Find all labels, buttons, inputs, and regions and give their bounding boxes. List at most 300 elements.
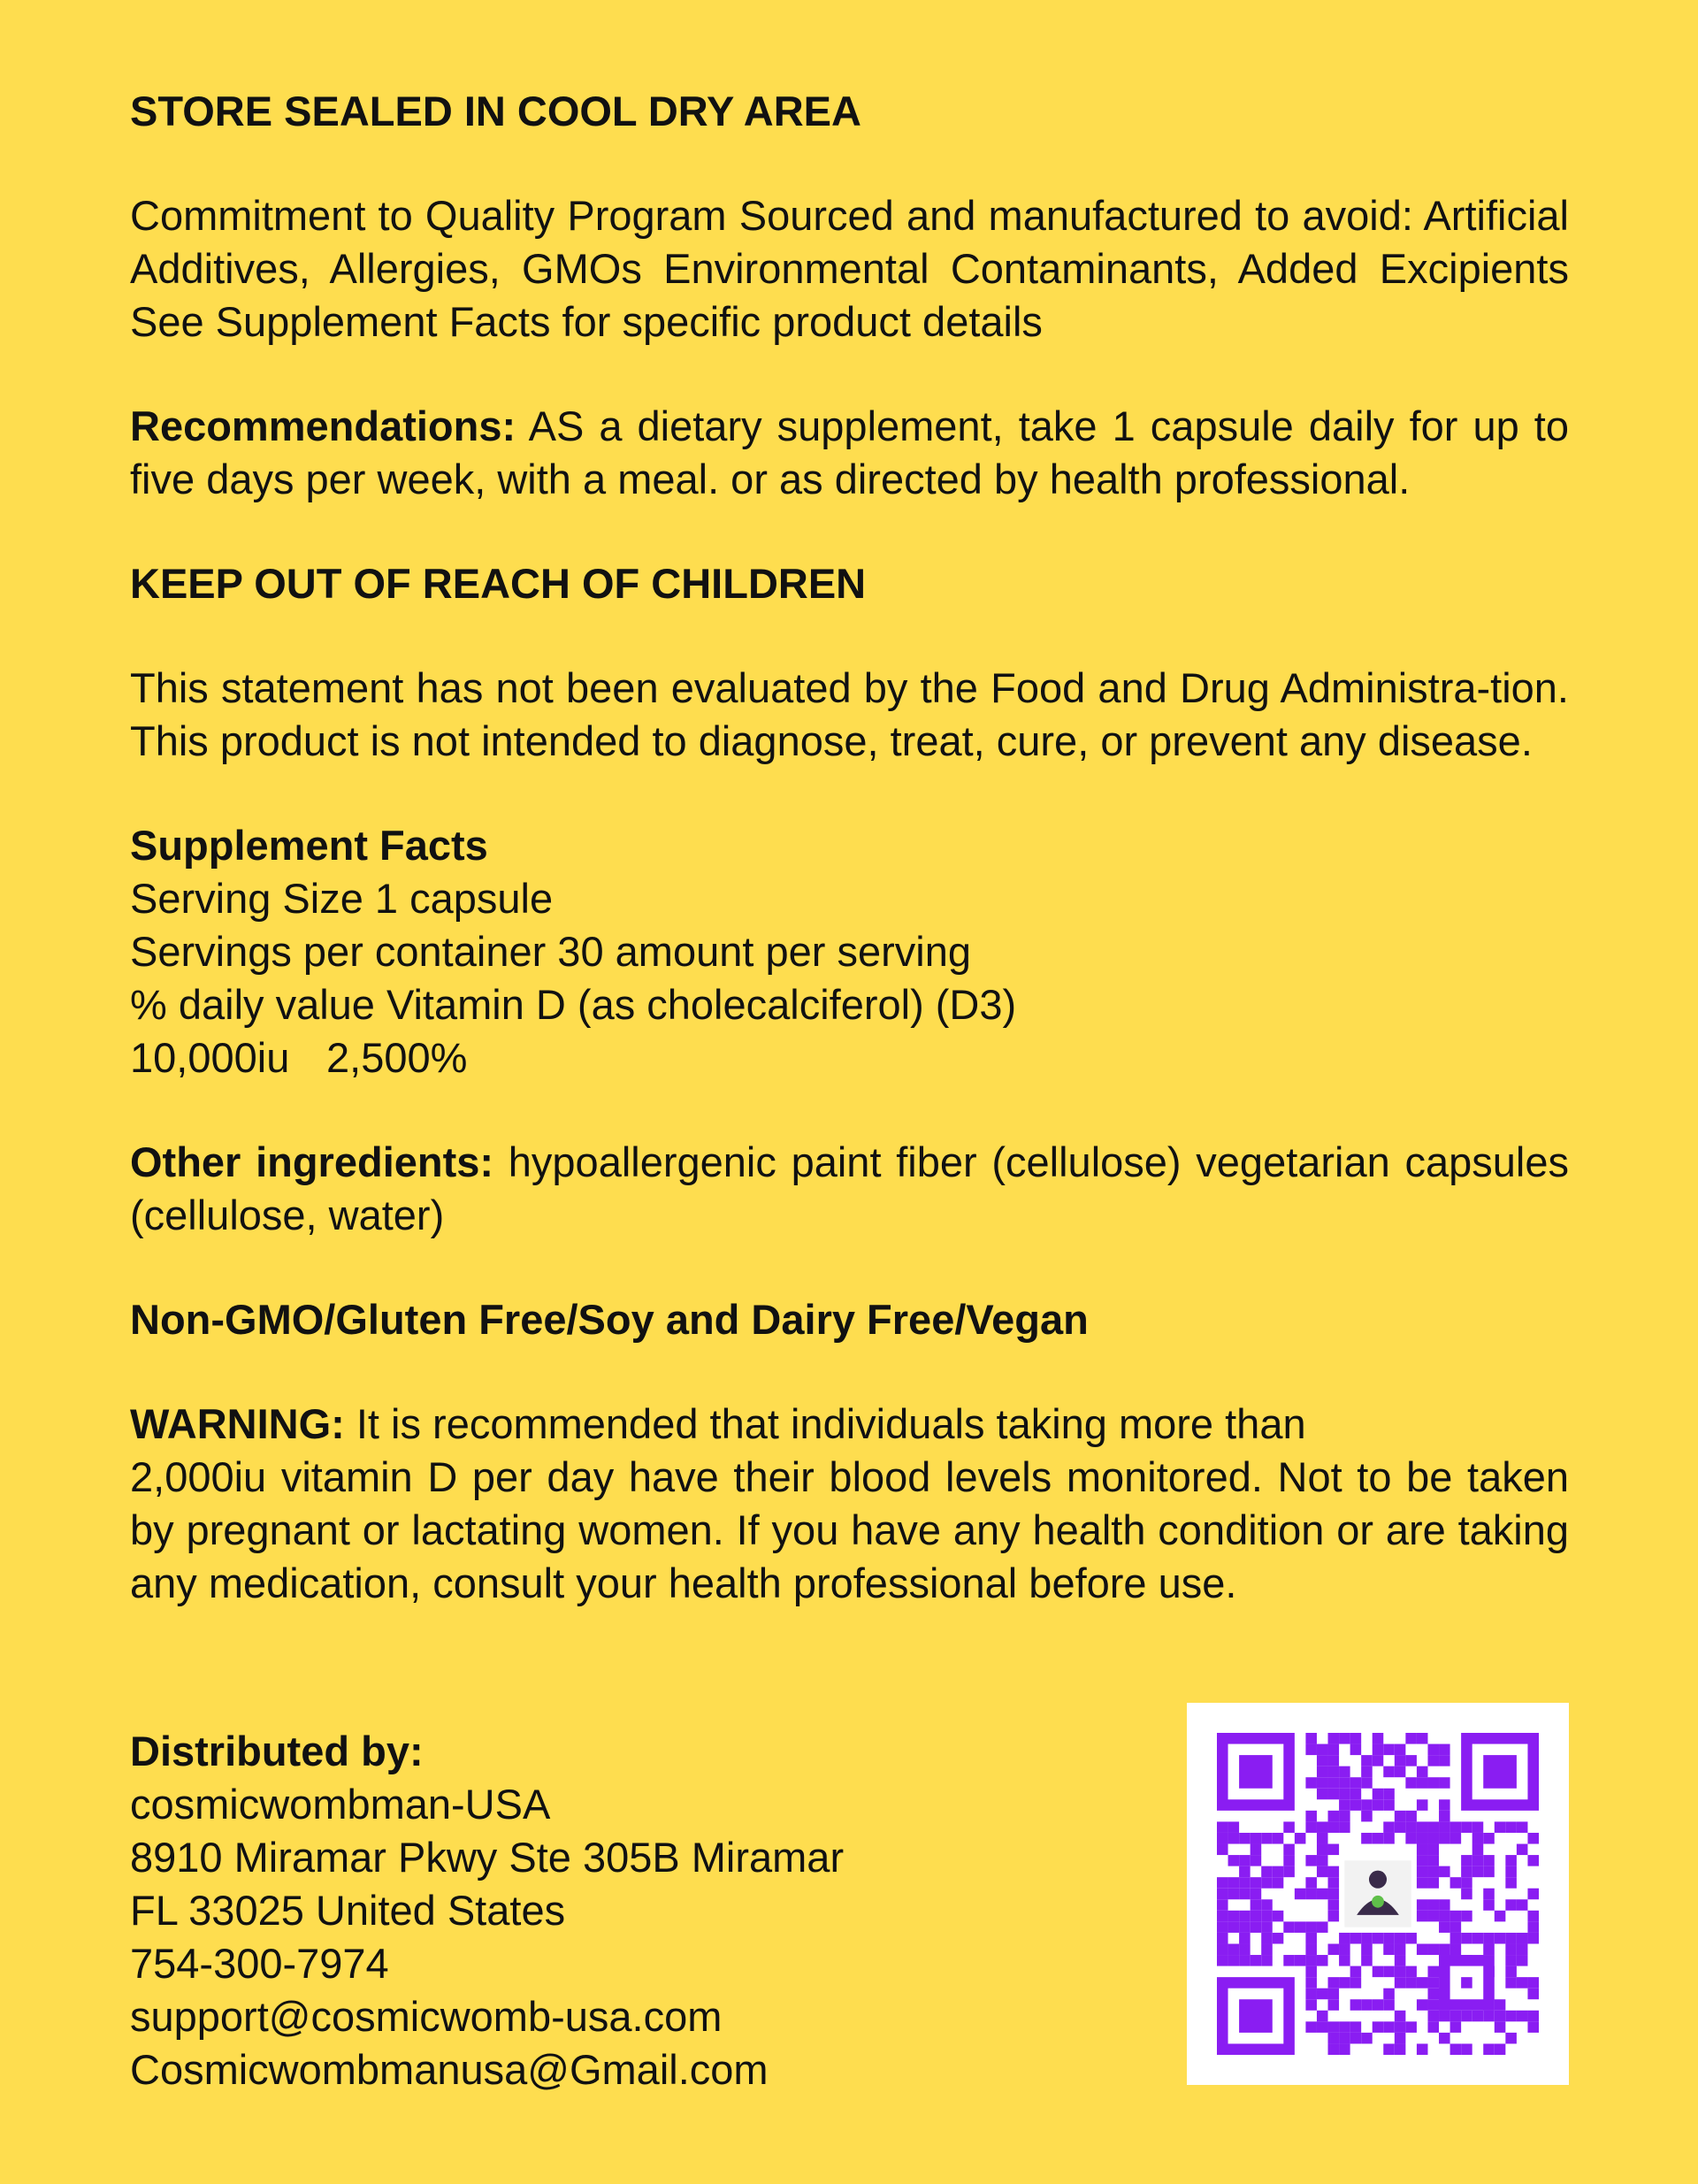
qr-module <box>1350 2021 1362 2033</box>
qr-module <box>1239 1911 1251 1922</box>
qr-module <box>1328 1977 1340 1989</box>
qr-module <box>1217 1877 1228 1889</box>
qr-module <box>1273 1933 1284 1944</box>
qr-module <box>1283 1866 1295 1878</box>
qr-module <box>1461 1911 1472 1922</box>
qr-module <box>1251 1921 1262 1933</box>
qr-module <box>1328 1943 1340 1955</box>
servings-per-container: Servings per container 30 amount per serving <box>130 928 971 975</box>
qr-module <box>1395 1744 1406 1756</box>
qr-module <box>1383 1789 1395 1800</box>
qr-module <box>1417 2043 1428 2055</box>
qr-module <box>1251 1899 1262 1911</box>
qr-module <box>1450 1877 1462 1889</box>
qr-module <box>1483 1933 1495 1944</box>
qr-module <box>1228 1877 1240 1889</box>
qr-module <box>1317 1744 1328 1756</box>
qr-module <box>1417 1833 1428 1844</box>
qr-module <box>1328 1844 1340 1856</box>
qr-module <box>1505 1855 1517 1866</box>
qr-module <box>1472 1833 1484 1844</box>
qr-module <box>1439 1799 1450 1811</box>
qr-module <box>1417 1877 1428 1889</box>
meditation-logo-icon <box>1344 1860 1411 1927</box>
qr-module <box>1505 1877 1517 1889</box>
qr-module <box>1305 1977 1317 1989</box>
qr-module <box>1251 1844 1262 1856</box>
qr-module <box>1217 1943 1228 1955</box>
qr-module <box>1261 1866 1273 1878</box>
quality-commitment: Commitment to Quality Program Sourced and manufactured to avoid: Artificial Additives, Allergies, GMOs Environmental Contaminants, Added Excipients See Supplement Facts for specific product details <box>130 192 1569 345</box>
qr-module <box>1251 1889 1262 1900</box>
qr-module <box>1505 2011 1517 2022</box>
logo-head <box>1369 1871 1387 1889</box>
qr-module <box>1461 2043 1472 2055</box>
qr-module <box>1439 2033 1450 2044</box>
dietary-claims: Non-GMO/Gluten Free/Soy and Dairy Free/Vegan <box>130 1296 1089 1343</box>
qr-module <box>1317 2021 1328 2033</box>
qr-module <box>1328 1899 1340 1911</box>
qr-module <box>1427 2021 1439 2033</box>
qr-module <box>1305 1889 1317 1900</box>
qr-module <box>1405 1933 1417 1944</box>
qr-module <box>1395 2021 1406 2033</box>
qr-module <box>1339 1933 1350 1944</box>
qr-module <box>1283 1844 1295 1856</box>
other-ingredients-text: hypoallergenic paint fiber (cellulose) vegetarian capsules (cellulose, water) <box>130 1138 1569 1238</box>
qr-module <box>1239 1855 1251 1866</box>
qr-module <box>1483 1899 1495 1911</box>
qr-module <box>1527 1989 1539 2000</box>
qr-module <box>1239 1921 1251 1933</box>
daily-value-line: % daily value Vitamin D (as cholecalciferol) (D3) <box>130 981 1017 1028</box>
qr-module <box>1239 1889 1251 1900</box>
qr-module <box>1305 1744 1317 1756</box>
qr-module <box>1251 1911 1262 1922</box>
qr-module <box>1228 1833 1240 1844</box>
qr-module <box>1350 1977 1362 1989</box>
recommendations <box>130 400 1569 506</box>
qr-module <box>1417 1799 1428 1811</box>
qr-module <box>1295 1921 1306 1933</box>
qr-module <box>1317 1855 1328 1866</box>
qr-module <box>1328 1755 1340 1766</box>
qr-module <box>1405 1755 1417 1766</box>
qr-module <box>1239 1955 1251 1966</box>
qr-module <box>1328 1789 1340 1800</box>
qr-module <box>1395 1821 1406 1833</box>
qr-module <box>1328 1821 1340 1833</box>
qr-module <box>1328 2033 1340 2044</box>
qr-module <box>1339 1811 1350 1822</box>
qr-module <box>1395 1977 1406 1989</box>
qr-module <box>1317 1777 1328 1789</box>
qr-module <box>1361 2033 1373 2044</box>
qr-module <box>1427 1999 1439 2011</box>
qr-module <box>1417 1866 1428 1878</box>
qr-module <box>1461 1855 1472 1866</box>
qr-module <box>1305 1811 1317 1822</box>
qr-module <box>1439 2011 1450 2022</box>
qr-module <box>1339 2021 1350 2033</box>
recommendations-text: AS a dietary supplement, take 1 capsule daily for up to five days per week, with a meal. or as directed by health professional. <box>130 402 1569 502</box>
warning-text: 2,000iu vitamin D per day have their blood levels monitored. Not to be taken by pregnant or lactating women. If you have any health condition or are taking any medication, consult your health professional before use. <box>130 1453 1569 1606</box>
qr-module <box>1295 1889 1306 1900</box>
qr-module <box>1328 1889 1340 1900</box>
qr-module <box>1427 1877 1439 1889</box>
qr-module <box>1217 1911 1228 1922</box>
qr-module <box>1472 1844 1484 1856</box>
qr-module <box>1395 1811 1406 1822</box>
qr-module <box>1239 1943 1251 1955</box>
qr-module <box>1261 1955 1273 1966</box>
qr-module <box>1405 2021 1417 2033</box>
qr-module <box>1472 2011 1484 2022</box>
qr-module <box>1328 2021 1340 2033</box>
distributor-gmail: Cosmicwombmanusa@Gmail.com <box>130 2046 769 2093</box>
qr-module <box>1461 2011 1472 2022</box>
qr-module <box>1305 1999 1317 2011</box>
qr-module <box>1495 2011 1506 2022</box>
supplement-facts <box>130 819 1569 1084</box>
qr-module <box>1339 1766 1350 1778</box>
qr-module <box>1317 2011 1328 2022</box>
qr-module <box>1505 1966 1517 1978</box>
qr-module <box>1439 1833 1450 1844</box>
qr-module <box>1527 2021 1539 2033</box>
qr-module <box>1527 1911 1539 1922</box>
qr-module <box>1450 1921 1462 1933</box>
qr-module <box>1417 1844 1428 1856</box>
qr-module <box>1383 1943 1395 1955</box>
qr-module <box>1228 1911 1240 1922</box>
qr-module <box>1395 2033 1406 2044</box>
qr-module <box>1361 1833 1373 1844</box>
qr-module <box>1495 1911 1506 1922</box>
distributor-city: FL 33025 United States <box>130 1887 566 1934</box>
qr-module <box>1373 1744 1384 1756</box>
qr-module <box>1450 1943 1462 1955</box>
qr-module <box>1483 1855 1495 1866</box>
qr-module <box>1350 1733 1362 1744</box>
qr-module <box>1261 1877 1273 1889</box>
qr-module <box>1427 2011 1439 2022</box>
qr-module <box>1461 1889 1472 1900</box>
qr-module <box>1483 2043 1495 2055</box>
qr-module <box>1328 1989 1340 2000</box>
qr-module <box>1228 1943 1240 1955</box>
qr-module <box>1361 1811 1373 1822</box>
qr-module <box>1361 1999 1373 2011</box>
qr-module <box>1395 2011 1406 2022</box>
qr-module <box>1328 1811 1340 1822</box>
qr-code-graphic <box>1217 1733 1539 2055</box>
qr-module <box>1427 1833 1439 1844</box>
qr-module <box>1517 1821 1528 1833</box>
qr-module <box>1317 1921 1328 1933</box>
qr-module <box>1305 1943 1317 1955</box>
qr-module <box>1361 1755 1373 1766</box>
qr-module <box>1527 1855 1539 1866</box>
qr-module <box>1450 1833 1462 1844</box>
qr-module <box>1228 1955 1240 1966</box>
qr-module <box>1228 1855 1240 1866</box>
qr-module <box>1517 1977 1528 1989</box>
qr-module <box>1527 1977 1539 1989</box>
qr-module <box>1328 1766 1340 1778</box>
qr-module <box>1373 1789 1384 1800</box>
qr-module <box>1283 1955 1295 1966</box>
qr-module <box>1517 2011 1528 2022</box>
qr-module <box>1439 1911 1450 1922</box>
qr-module <box>1328 1911 1340 1922</box>
qr-module <box>1383 1821 1395 1833</box>
qr-module <box>1383 2021 1395 2033</box>
qr-module <box>1427 1899 1439 1911</box>
qr-module <box>1417 1899 1428 1911</box>
qr-module <box>1261 1921 1273 1933</box>
qr-module <box>1517 1933 1528 1944</box>
qr-module <box>1527 1833 1539 1844</box>
qr-module <box>1273 1911 1284 1922</box>
qr-module <box>1239 1877 1251 1889</box>
qr-module <box>1505 1943 1517 1955</box>
qr-module <box>1417 1766 1428 1778</box>
qr-module <box>1305 1955 1317 1966</box>
qr-module <box>1505 1866 1517 1878</box>
qr-module <box>1350 1777 1362 1789</box>
qr-module <box>1350 1966 1362 1978</box>
qr-module <box>1361 1943 1373 1955</box>
qr-module <box>1417 1821 1428 1833</box>
qr-module <box>1317 1821 1328 1833</box>
qr-module <box>1317 1955 1328 1966</box>
qr-module <box>1472 1821 1484 1833</box>
qr-module <box>1283 1855 1295 1866</box>
qr-module <box>1317 1833 1328 1844</box>
qr-module <box>1261 1943 1273 1955</box>
qr-module <box>1295 1955 1306 1966</box>
qr-module <box>1427 1977 1439 1989</box>
qr-module <box>1505 1977 1517 1989</box>
qr-module <box>1228 1821 1240 1833</box>
qr-module <box>1427 1755 1439 1766</box>
qr-module <box>1361 1777 1373 1789</box>
other-ingredients <box>130 1136 1569 1242</box>
qr-module <box>1395 1966 1406 1978</box>
qr-module <box>1417 1911 1428 1922</box>
qr-module <box>1383 1933 1395 1944</box>
qr-module <box>1427 1844 1439 1856</box>
qr-module <box>1461 1877 1472 1889</box>
qr-module <box>1305 1733 1317 1744</box>
qr-module <box>1361 1799 1373 1811</box>
qr-module <box>1417 1733 1428 1744</box>
qr-module <box>1405 1821 1417 1833</box>
warning-first-line: It is recommended that individuals taking more than <box>344 1400 1306 1447</box>
qr-module <box>1305 1821 1317 1833</box>
qr-module <box>1305 1777 1317 1789</box>
qr-module <box>1472 1866 1484 1878</box>
qr-module <box>1383 1799 1395 1811</box>
qr-module <box>1317 1789 1328 1800</box>
qr-module <box>1461 1933 1472 1944</box>
qr-module <box>1395 1933 1406 1944</box>
qr-module <box>1261 1899 1273 1911</box>
qr-module <box>1383 1833 1395 1844</box>
qr-module <box>1439 1755 1450 1766</box>
supplement-facts-title: Supplement Facts <box>130 822 488 869</box>
qr-module <box>1261 1833 1273 1844</box>
qr-module <box>1373 1933 1384 1944</box>
qr-module <box>1373 2021 1384 2033</box>
qr-module <box>1505 1821 1517 1833</box>
children-warning: KEEP OUT OF REACH OF CHILDREN <box>130 560 867 607</box>
fda-statement: This statement has not been evaluated by the Food and Drug Administra-tion. This product is not intended to diagnose, treat, cure, or prevent any disease. <box>130 664 1569 764</box>
warning-label: WARNING: <box>130 1400 345 1447</box>
qr-module <box>1472 1855 1484 1866</box>
qr-module <box>1361 1955 1373 1966</box>
qr-module <box>1228 1921 1240 1933</box>
qr-module <box>1461 1866 1472 1878</box>
qr-module <box>1273 1866 1284 1878</box>
qr-module <box>1217 1889 1228 1900</box>
qr-module <box>1427 1855 1439 1866</box>
qr-module <box>1328 1733 1340 1744</box>
qr-module <box>1505 1933 1517 1944</box>
qr-module <box>1483 1866 1495 1878</box>
qr-module <box>1251 1855 1262 1866</box>
qr-module <box>1383 1989 1395 2000</box>
qr-module <box>1350 1799 1362 1811</box>
qr-module <box>1339 1777 1350 1789</box>
vitamin-d-amount: 10,000iu <box>130 1034 290 1081</box>
qr-module <box>1228 1889 1240 1900</box>
qr-module <box>1517 1943 1528 1955</box>
qr-module <box>1339 1733 1350 1744</box>
qr-module <box>1361 1766 1373 1778</box>
qr-module <box>1527 1933 1539 1944</box>
qr-module <box>1328 1777 1340 1789</box>
serving-size: Serving Size 1 capsule <box>130 875 554 922</box>
qr-module <box>1217 1821 1228 1833</box>
qr-module <box>1417 1777 1428 1789</box>
qr-module <box>1339 1943 1350 1955</box>
qr-module <box>1405 1966 1417 1978</box>
qr-module <box>1395 1755 1406 1766</box>
recommendations-label: Recommendations: <box>130 402 516 449</box>
distributor-address: 8910 Miramar Pkwy Ste 305B Miramar <box>130 1834 845 1881</box>
qr-module <box>1383 2043 1395 2055</box>
qr-module <box>1483 1943 1495 1955</box>
qr-module <box>1328 1877 1340 1889</box>
qr-module <box>1350 1744 1362 1756</box>
qr-module <box>1373 1999 1384 2011</box>
qr-module <box>1373 1755 1384 1766</box>
qr-module <box>1505 1955 1517 1966</box>
qr-module <box>1328 1999 1340 2011</box>
qr-module <box>1383 1744 1395 1756</box>
qr-module <box>1439 1777 1450 1789</box>
distributor-label: Distributed by: <box>130 1728 424 1774</box>
qr-module <box>1405 1833 1417 1844</box>
qr-module <box>1339 1955 1350 1966</box>
qr-code-icon[interactable] <box>1187 1703 1569 2085</box>
qr-module <box>1439 1821 1450 1833</box>
qr-module <box>1305 1966 1317 1978</box>
qr-module <box>1283 1921 1295 1933</box>
distributor-phone: 754-300-7974 <box>130 1940 389 1987</box>
facts-amount-row <box>130 1031 1569 1084</box>
warning <box>130 1398 1569 1610</box>
qr-module <box>1395 1943 1406 1955</box>
distributor-support-email: support@cosmicwomb-usa.com <box>130 1993 723 2040</box>
qr-module <box>1339 1789 1350 1800</box>
vitamin-d-percent: 2,500% <box>326 1034 468 1081</box>
qr-module <box>1251 1833 1262 1844</box>
qr-module <box>1483 1833 1495 1844</box>
qr-module <box>1217 1844 1228 1856</box>
qr-module <box>1350 1933 1362 1944</box>
qr-module <box>1439 1866 1450 1878</box>
logo-heart <box>1372 1896 1384 1908</box>
qr-module <box>1439 1899 1450 1911</box>
qr-module <box>1217 1955 1228 1966</box>
qr-module <box>1483 2011 1495 2022</box>
distributor-block <box>130 1725 844 2096</box>
qr-module <box>1450 1933 1462 1944</box>
qr-module <box>1405 1811 1417 1822</box>
qr-module <box>1450 2011 1462 2022</box>
qr-module <box>1305 1989 1317 2000</box>
qr-module <box>1427 1943 1439 1955</box>
qr-module <box>1505 1899 1517 1911</box>
qr-module <box>1472 1933 1484 1944</box>
qr-module <box>1395 2043 1406 2055</box>
label-content <box>130 85 1569 1661</box>
qr-module <box>1339 1821 1350 1833</box>
qr-module <box>1427 1821 1439 1833</box>
qr-module <box>1217 1833 1228 1844</box>
qr-module <box>1427 1911 1439 1922</box>
qr-module <box>1383 1999 1395 2011</box>
qr-module <box>1239 1866 1251 1878</box>
qr-module <box>1427 1866 1439 1878</box>
qr-module <box>1450 1911 1462 1922</box>
qr-module <box>1317 1866 1328 1878</box>
qr-module <box>1439 1811 1450 1822</box>
qr-module <box>1305 1921 1317 1933</box>
qr-module <box>1305 1855 1317 1866</box>
qr-module <box>1251 1877 1262 1889</box>
qr-module <box>1350 1999 1362 2011</box>
qr-module <box>1350 1789 1362 1800</box>
qr-module <box>1417 1999 1428 2011</box>
qr-module <box>1217 1933 1228 1944</box>
qr-module <box>1527 1921 1539 1933</box>
qr-module <box>1361 1933 1373 1944</box>
qr-module <box>1427 1777 1439 1789</box>
qr-module <box>1439 1943 1450 1955</box>
qr-module <box>1261 1911 1273 1922</box>
qr-module <box>1427 1966 1439 1978</box>
qr-module <box>1339 1799 1350 1811</box>
qr-module <box>1339 2043 1350 2055</box>
qr-module <box>1495 2043 1506 2055</box>
qr-module <box>1373 1733 1384 1744</box>
qr-module <box>1261 1933 1273 1944</box>
qr-module <box>1383 1966 1395 1978</box>
